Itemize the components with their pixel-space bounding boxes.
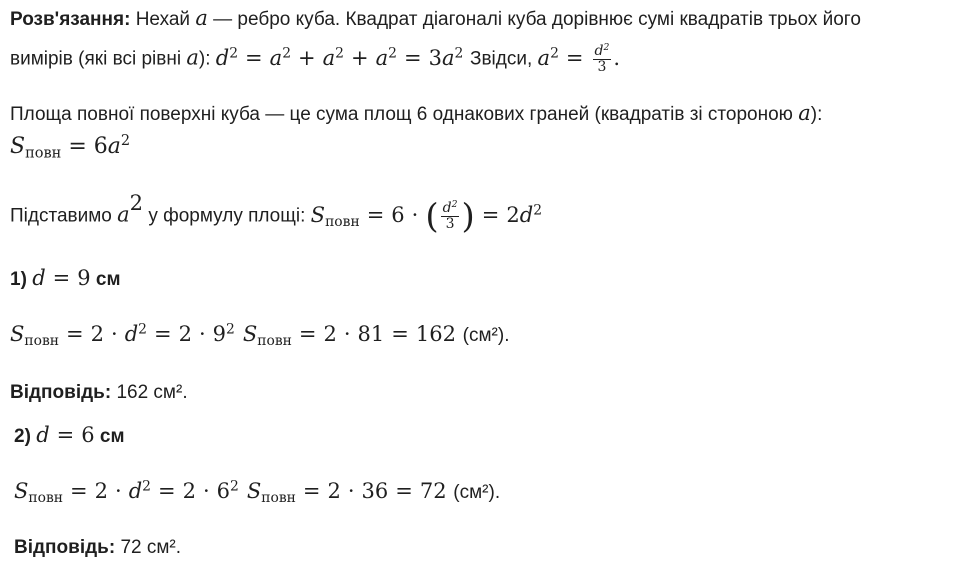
var-a: a: [798, 101, 811, 125]
diagonal-equation: $d^2 = a^2 + a^2 + a^2 = 3a^2$: [215, 45, 464, 70]
answer-value: 162 см².: [111, 382, 188, 403]
surface-area-explanation: Площа повної поверхні куба — це сума площ 6 однакових граней (квадратів зі стороною a):: [10, 101, 823, 125]
fraction-d2-over-3: $\frac{d^2}{3}$: [442, 198, 458, 232]
case-1-calculation: $S_{повн} = 2 \cdot d^2 = 2 \cdot 9^2$ $S_{повн} = 2 \cdot 81 = 162$ (см²).: [10, 321, 510, 350]
hence-text: Звідси,: [469, 48, 538, 70]
fraction-d2-over-3: $\frac{d^2}{3}$: [594, 41, 610, 75]
a-squared-equation: $a^2$ = $\frac{d^2}{3}$ .: [537, 41, 621, 75]
answer-value: 72 см².: [115, 537, 182, 558]
case-2-calculation: $S_{повн} = 2 \cdot d^2 = 2 \cdot 6^2$ $S_{повн} = 2 \cdot 36 = 72$ (см²).: [14, 478, 501, 507]
surface-area-formula: $S_{повн} = 6a^2$: [10, 133, 131, 162]
measures-text: вимірів (які всі рівні: [10, 48, 187, 70]
substitution-equation: $S_{повн} = 6$ · ( $\frac{d^2}{3}$ ) = $2d^2$: [310, 196, 543, 236]
intro-line: [10, 6, 861, 31]
answer-2: [14, 537, 181, 559]
measures-text-close: ):: [198, 48, 216, 70]
var-a: a: [186, 45, 199, 70]
var-a: a: [195, 6, 208, 30]
intro-text-1: Нехай: [130, 9, 196, 30]
answer-label: Відповідь:: [14, 537, 116, 558]
case-2-heading: 2) d = 6 см: [14, 423, 125, 447]
solution-heading: Розв'язання:: [10, 9, 131, 30]
substitution-line: Підставимо $a^2$ у формулу площі: $S_{повн} = 6$ · ( $\frac{d^2}{3}$ ) = $2d^2$: [10, 190, 543, 236]
answer-label: Відповідь:: [10, 382, 112, 403]
case-1-heading: 1) d = 9 см: [10, 266, 121, 290]
answer-1: [10, 382, 188, 404]
diagonal-formula-line: [10, 41, 621, 75]
intro-text-2: — ребро куба. Квадрат діагоналі куба дорівнює сумі квадратів трьох його: [207, 9, 861, 30]
